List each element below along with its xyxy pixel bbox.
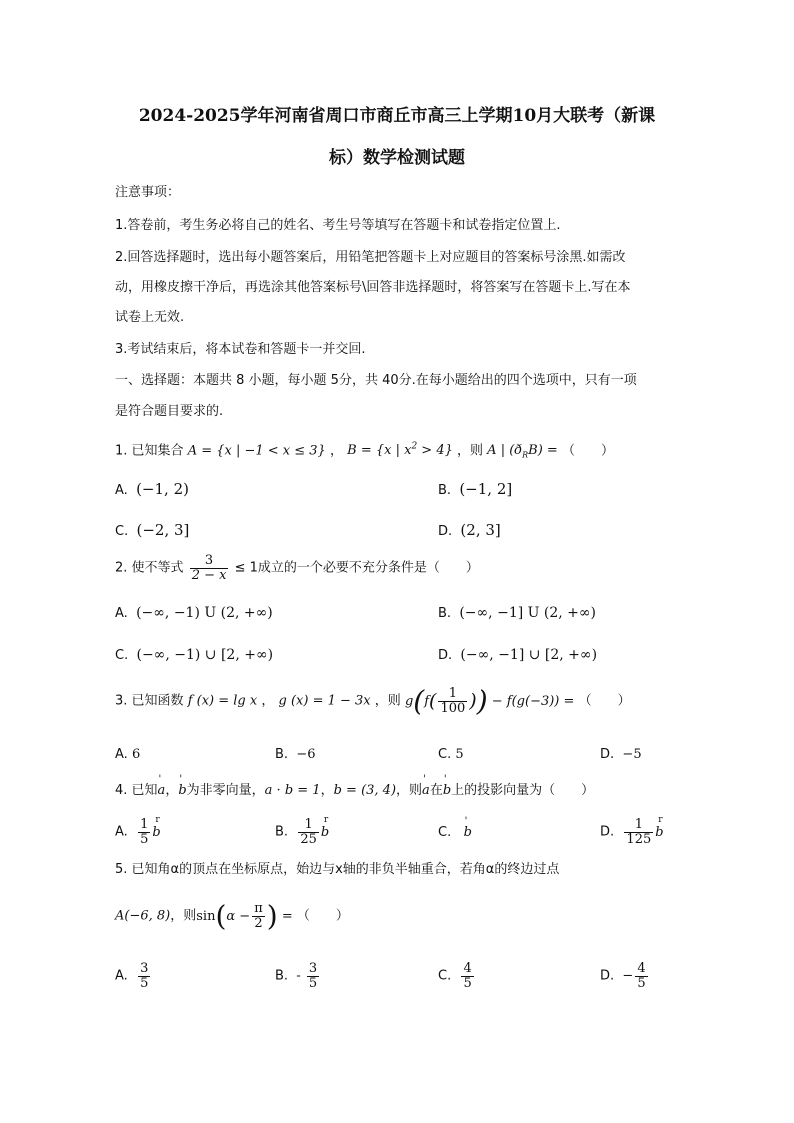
q3-option-a: A. 6	[115, 747, 141, 762]
q4-dot-product: a · b = 1	[264, 783, 321, 798]
q5-option-d: D. − $\frac{4}{5}$	[600, 961, 646, 991]
q2-fraction: $\frac{3}{2 - x}$	[191, 553, 227, 583]
q4-vector-b: ' b	[178, 784, 186, 797]
note-1: 1.答卷前，考生务必将自己的姓名、考生号等填写在答题卡和试卷指定位置上.	[115, 218, 561, 233]
q2-option-c: C. (−∞, −1) ∪ [2, +∞)	[115, 647, 274, 663]
note-2-line-1: 2.回答选择题时，选出每小题答案后，用铅笔把答题卡上对应题目的答案标号涂黑.如需改	[115, 250, 626, 265]
q3-option-b: B. −6	[275, 747, 316, 762]
q4-b-value: b = (3, 4)	[333, 783, 397, 798]
q3-g-def: g (x) = 1 − 3x	[278, 693, 371, 709]
q4-vector-a: ' a	[158, 784, 166, 797]
section-heading-line-2: 是符合题目要求的.	[115, 404, 224, 419]
note-3: 3.考试结束后，将本试卷和答题卡一并交回.	[115, 342, 366, 357]
question-5-stem-line-1: 5. 已知角α的顶点在坐标原点，始边与x轴的非负半轴重合，若角α的终边过点	[115, 862, 560, 877]
q2-option-a: A. (−∞, −1) U (2, +∞)	[115, 605, 273, 621]
q5-expression: sin(α − $\frac{\pi}{2}$ ) =	[196, 899, 293, 933]
q1-option-b: B. (−1, 2]	[438, 480, 513, 498]
q1-option-c: C. (−2, 3]	[115, 521, 190, 539]
q3-prefix: 3. 已知函数	[115, 693, 184, 709]
q1-answer-blank: （ ）	[561, 443, 614, 459]
q3-then: ，则	[374, 693, 401, 709]
question-4-stem: 4. 已知' a，' b为非零向量，a · b = 1，b = (3, 4)，则' a在' b上的投影向量为（ ）	[115, 784, 594, 797]
q2-option-b: B. (−∞, −1] U (2, +∞)	[438, 605, 597, 621]
q2-rest: ≤ 1成立的一个必要不充分条件是（ ）	[234, 560, 479, 576]
title-line-2: 标）数学检测试题	[329, 148, 465, 168]
q3-expression: g(f( $\frac{1}{100}$ )) − f(g(−3)) =	[404, 684, 575, 718]
q4-prefix: 4. 已知	[115, 783, 158, 798]
q5-answer-blank: （ ）	[296, 908, 349, 924]
q3-option-c: C. 5	[438, 747, 464, 762]
q4-option-d: D. $\frac{1}{125}$ r b	[600, 818, 664, 846]
question-3-stem	[115, 684, 631, 718]
q2-option-d: D. (−∞, −1] ∪ [2, +∞)	[438, 647, 598, 663]
q4-option-b: B. $\frac{1}{25}$ r b	[275, 818, 329, 846]
q1-then: ，则	[457, 443, 484, 459]
q1-comma: ，	[329, 443, 343, 459]
title-line-1: 2024-2025学年河南省周口市商丘市高三上学期10月大联考（新课	[138, 106, 656, 126]
q3-answer-blank: （ ）	[578, 693, 631, 709]
q1-prefix: 1. 已知集合	[115, 443, 184, 459]
q5-option-c: C. $\frac{4}{5}$	[438, 961, 472, 991]
note-2-line-3: 试卷上无效.	[115, 310, 185, 325]
q3-option-d: D. −5	[600, 747, 642, 762]
q5-point: A(−6, 8)	[115, 908, 171, 924]
question-1-stem	[115, 443, 614, 460]
q1-expression: A | $(ð_RB)$ =	[487, 443, 558, 460]
q4-option-a: A. $\frac{1}{5}$ r b	[115, 818, 161, 846]
q1-option-d: D. (2, 3]	[438, 521, 501, 539]
q5-option-a: A. $\frac{3}{5}$	[115, 961, 149, 991]
question-5-stem-line-2: A(−6, 8)，则sin(α − $\frac{\pi}{2}$ ) = （ ）	[115, 899, 349, 933]
q1-option-a: A. (−1, 2)	[115, 480, 189, 498]
q5-option-b: B. - $\frac{3}{5}$	[275, 961, 318, 991]
question-2-stem	[115, 554, 479, 582]
q1-set-b: B = {x | $x^2 > 4$}	[347, 442, 453, 459]
q2-prefix: 2. 使不等式	[115, 560, 184, 576]
q4-option-c: C. ' b	[438, 826, 472, 839]
q3-comma: ，	[261, 693, 275, 709]
q3-f-def: f (x) = lg x	[187, 693, 258, 709]
notes-heading: 注意事项：	[115, 185, 181, 200]
section-heading-line-1: 一、选择题：本题共 8 小题，每小题 5分，共 40分.在每小题给出的四个选项中，只有一项	[115, 373, 637, 388]
q1-set-a: A = {x | −1 < x ≤ 3}	[187, 443, 326, 459]
note-2-line-2: 动，用橡皮擦干净后，再选涂其他答案标号\回答非选择题时，将答案写在答题卡上.写在本	[115, 280, 631, 295]
